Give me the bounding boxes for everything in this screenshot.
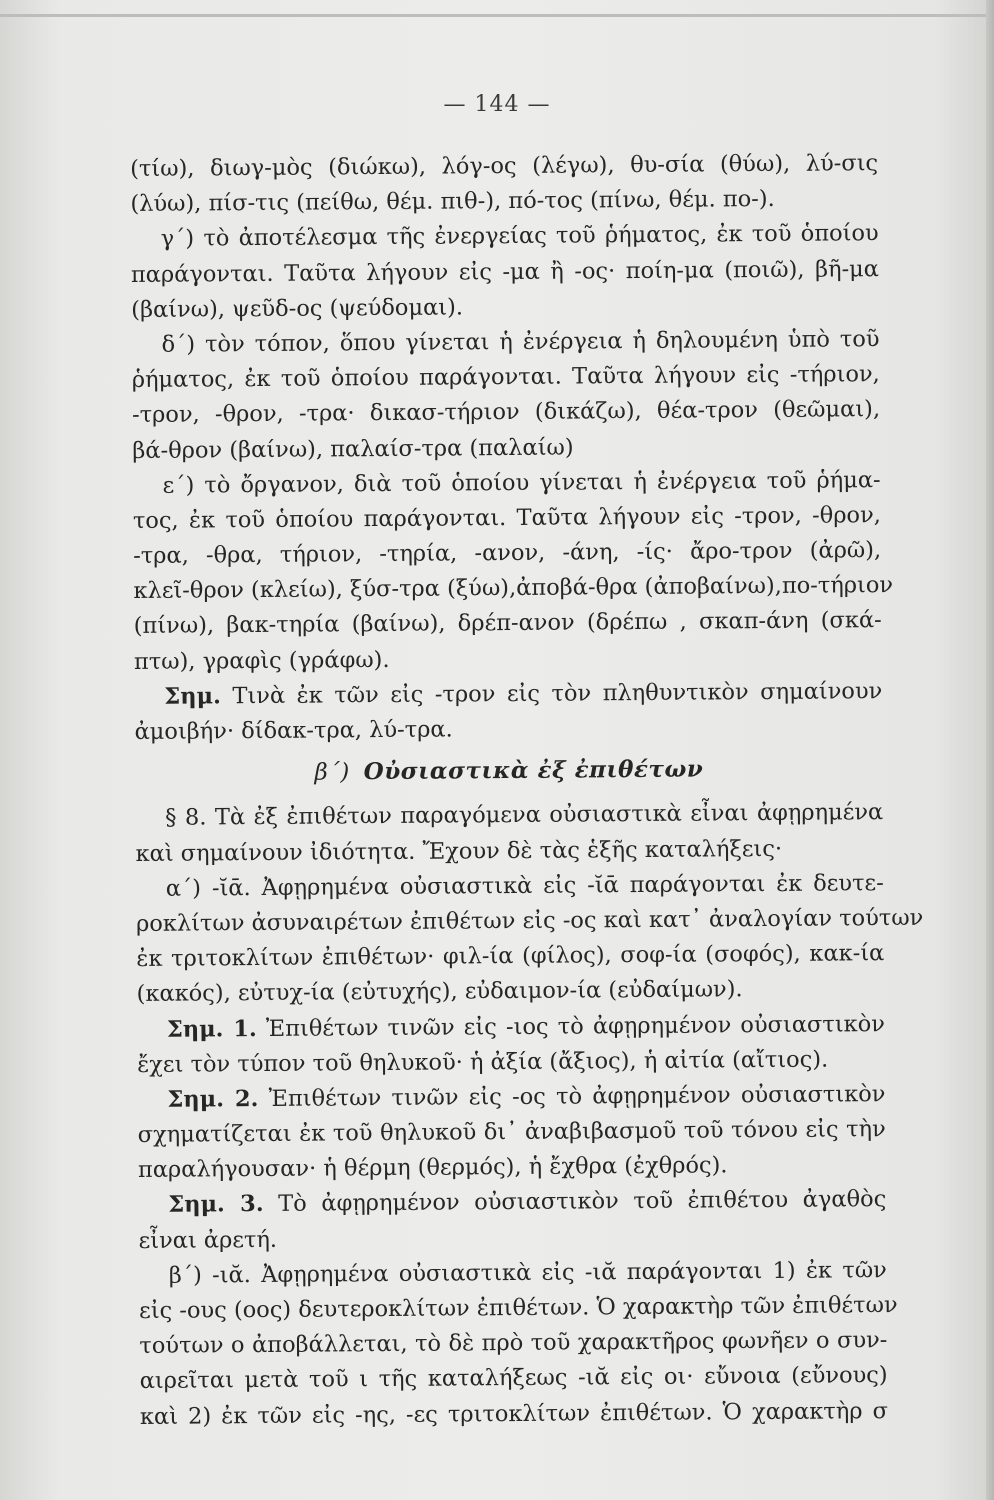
- text-line: ε΄) τὸ ὄργανον, διὰ τοῦ ὁποίου γίνεται ἡ ἐνέργεια τοῦ ῥήμα-: [162, 466, 881, 499]
- note-line: [134, 674, 882, 715]
- section-number: β΄): [314, 759, 350, 786]
- text-line: δ΄) τὸν τόπον, ὅπου γίνεται ἡ ἐνέργεια ἡ δηλουμένη ὑπὸ τοῦ: [161, 326, 880, 358]
- note-line: σχηματίζεται ἐκ τοῦ θηλυκοῦ δι᾽ ἀναβιβασμοῦ τοῦ τόνου εἰς τὴν: [137, 1116, 886, 1149]
- section-heading: [135, 750, 883, 791]
- text-line: (πίνω), βακ-τηρία (βαίνω), δρέπ-ανον (δρέπω , σκαπ-άνη (σκά-: [133, 607, 882, 640]
- text-line: (τίω), διωγ-μὸς (διώκω), λόγ-ος (λέγω), θυ-σία (θύω), λύ-σις: [130, 150, 879, 182]
- text-line: πτω), γραφὶς (γράφω).: [133, 646, 390, 675]
- text-line: α΄) -ῐᾱ. Ἀφῃρημένα οὐσιαστικὰ εἰς -ῐᾱ παράγονται ἐκ δευτε-: [165, 869, 884, 902]
- text-line: τος, ἐκ τοῦ ὁποίου παράγονται. Ταῦτα λήγουν εἰς -τρον, -θρον,: [132, 501, 881, 534]
- text-line: (λύω), πίσ-τις (πείθω, θέμ. πιθ-), πό-τος (πίνω, θέμ. πο-).: [130, 186, 775, 218]
- text-line: τούτων ο ἀποβάλλεται, τὸ δὲ πρὸ τοῦ χαρακτῆρος φωνῆεν ο συν-: [139, 1327, 888, 1360]
- text-line: ροκλίτων ἀσυναιρέτων ἐπιθέτων εἰς -ος καὶ κατ᾽ ἀναλογίαν τούτων: [135, 904, 924, 937]
- text-line: καὶ 2) ἐκ τῶν εἰς -ης, -ες τριτοκλίτων ἐπιθέτων. Ὁ χαρακτὴρ σ: [139, 1397, 889, 1430]
- text-line: -τρα, -θρα, τήριον, -τηρία, -ανον, -άνη, -ίς· ἄρο-τρον (ἀρῶ),: [133, 537, 882, 570]
- note-text: Ἐπιθέτων τινῶν εἰς -ιος τὸ ἀφῃρημένον οὐσιαστικὸν: [265, 1010, 885, 1042]
- text-line: -τρον, -θρον, -τρα· δικασ-τήριον (δικάζω), θέα-τρον (θεῶμαι),: [131, 396, 881, 429]
- text-line: ῥήματος, ἐκ τοῦ ὁποίου παράγονται. Ταῦτα λήγουν εἰς -τήριον,: [131, 361, 880, 394]
- note-line: [137, 1007, 885, 1048]
- text-line: αιρεῖται μετὰ τοῦ ι τῆς καταλήξεως -ιᾰ εἰς οι· εὔνοια (εὔνους): [139, 1362, 888, 1395]
- text-line: β΄) -ιᾰ. Ἀφῃρημένα οὐσιαστικὰ εἰς -ιᾰ παράγονται 1) ἐκ τῶν: [168, 1256, 887, 1289]
- note-line: ἀμοιβήν· δίδακ-τρα, λύ-τρα.: [134, 716, 453, 745]
- note-line: [137, 1077, 885, 1118]
- note-line: ἔχει τὸν τύπον τοῦ θηλυκοῦ· ἡ ἀξία (ἄξιος), ἡ αἰτία (αἴτιος).: [137, 1046, 829, 1078]
- top-edge-rule: [0, 14, 994, 17]
- text-line: § 8. Τὰ ἐξ ἐπιθέτων παραγόμενα οὐσιαστικὰ εἶναι ἀφῃρημένα: [165, 799, 884, 832]
- text-line: κλεῖ-θρον (κλείω), ξύσ-τρα (ξύω),ἀποβά-θρα (ἀποβαίνω),πο-τήριον: [133, 572, 894, 605]
- text-line: παράγονται. Ταῦτα λήγουν εἰς -μα ἢ -ος· ποίη-μα (ποιῶ), βῆ-μα: [130, 255, 880, 288]
- section-title: Οὐσιαστικὰ ἐξ ἐπιθέτων: [363, 755, 704, 786]
- note-label: Σημ. 1.: [166, 1015, 257, 1043]
- page-number: — 144 —: [443, 92, 551, 117]
- body-text: [130, 146, 924, 1435]
- text-line: (βαίνω), ψεῦδ-ος (ψεύδομαι).: [131, 294, 464, 323]
- note-line: [138, 1183, 886, 1224]
- note-text: Τὸ ἀφῃρημένον οὐσιαστικὸν τοῦ ἐπιθέτου ἀγαθὸς: [278, 1186, 887, 1218]
- note-label: Σημ. 3.: [168, 1191, 264, 1219]
- note-line: παραλήγουσαν· ἡ θέρμη (θερμός), ἡ ἔχθρα (ἐχθρός).: [137, 1152, 728, 1184]
- page-edge-shadow: [986, 0, 994, 1500]
- text-line: (κακός), εὐτυχ-ία (εὐτυχής), εὐδαιμον-ία (εὐδαίμων).: [136, 976, 743, 1008]
- note-label: Σημ. 2.: [167, 1085, 259, 1113]
- text-line: ἐκ τριτοκλίτων ἐπιθέτων· φιλ-ία (φίλος), σοφ-ία (σοφός), κακ-ία: [136, 940, 885, 973]
- text-line: βά-θρον (βαίνω), παλαίσ-τρα (παλαίω): [132, 434, 574, 464]
- note-text: Ἐπιθέτων τινῶν εἰς -ος τὸ ἀφῃρημένον οὐσιαστικὸν: [268, 1080, 886, 1112]
- note-label: Σημ.: [164, 683, 221, 710]
- text-line: γ΄) τὸ ἀποτέλεσμα τῆς ἐνεργείας τοῦ ῥήματος, ἐκ τοῦ ὁποίου: [160, 220, 879, 253]
- text-line: εἰς -ους (οος) δευτεροκλίτων ἐπιθέτων. Ὁ χαρακτὴρ τῶν ἐπιθέτων: [139, 1292, 898, 1324]
- note-text: Τινὰ ἐκ τῶν εἰς -τρον εἰς τὸν πληθυντικὸν σημαίνουν: [232, 677, 883, 710]
- text-line: καὶ σημαίνουν ἰδιότητα. Ἔχουν δὲ τὰς ἑξῆς καταλήξεις·: [135, 835, 783, 867]
- note-line: εἶναι ἀρετή.: [138, 1226, 278, 1254]
